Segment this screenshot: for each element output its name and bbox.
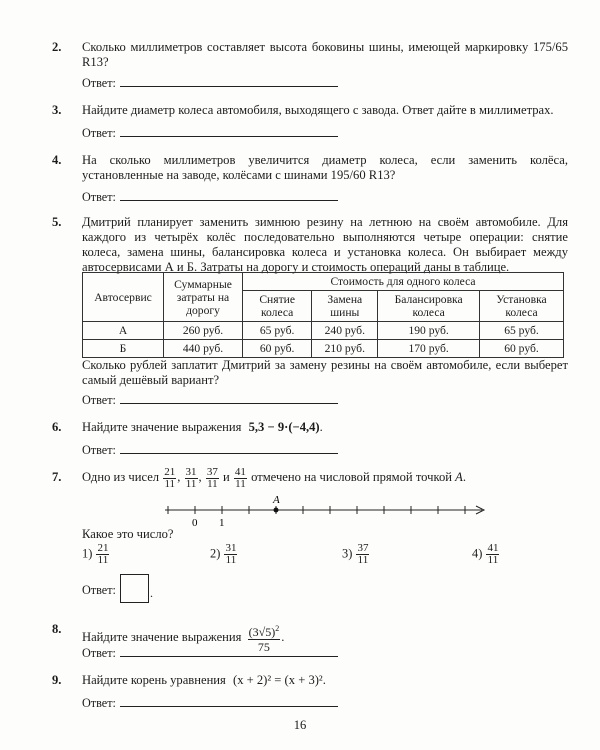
cell: 190 руб.: [378, 322, 480, 340]
expression: 5,3 − 9·(−4,4): [248, 420, 320, 434]
table-row: [83, 322, 564, 340]
question-number: 7.: [52, 470, 62, 484]
question-number: 2.: [52, 40, 62, 54]
cell: 65 руб.: [479, 322, 563, 340]
expression-fraction: $\frac{(3√5)^2}{75}$: [248, 624, 280, 654]
answer-line[interactable]: [120, 392, 338, 404]
fraction: $\frac{21}{11}$: [164, 465, 176, 490]
fraction: $\frac{37}{11}$: [206, 465, 218, 490]
question-3: [52, 103, 568, 118]
cell: 60 руб.: [479, 340, 563, 358]
option-3[interactable]: 3) $\frac{37}{11}$: [342, 542, 369, 566]
cell: 240 руб.: [312, 322, 378, 340]
question-number: 5.: [52, 215, 62, 229]
answer-label: Ответ:: [82, 76, 116, 90]
box-period: .: [150, 586, 153, 600]
answer-line[interactable]: [120, 645, 338, 657]
question-7-prompt: [52, 527, 568, 542]
question-number: 4.: [52, 153, 62, 167]
header-travel: Суммарные затраты на дорогу: [164, 273, 243, 322]
answer-line[interactable]: [120, 189, 338, 201]
question-number: 6.: [52, 420, 62, 434]
answer-label: Ответ:: [82, 126, 116, 140]
header-op: Установка колеса: [479, 291, 563, 322]
cell: 60 руб.: [243, 340, 312, 358]
axis-label-0: 0: [192, 517, 198, 529]
equation: (x + 2)² = (x + 3)²: [233, 673, 323, 687]
answer-5: [82, 392, 338, 408]
price-table: [82, 272, 564, 358]
cell: А: [83, 322, 164, 340]
question-7: 7. Одно из чисел $\frac{21}{11}$ , $\frac{31}{11}$ , $\frac{37}{11}$ и $\frac{41}{11}$ отмечено на числовой прямой точкой A.: [52, 465, 466, 490]
question-text: отмечено на числовой прямой точкой: [251, 470, 452, 484]
answer-7-label: [82, 583, 116, 598]
option-1[interactable]: 1) $\frac{21}{11}$: [82, 542, 109, 566]
answer-line[interactable]: [120, 695, 338, 707]
period: .: [319, 420, 323, 434]
question-text: На сколько миллиметров увеличится диаметр колеса, если заменить колёса, установленные на заводе, колёсами с шинами 195/60 R13?: [82, 153, 568, 182]
cell: 260 руб.: [164, 322, 243, 340]
answer-line[interactable]: [120, 125, 338, 137]
cell: 440 руб.: [164, 340, 243, 358]
cell: Б: [83, 340, 164, 358]
answer-line[interactable]: [120, 75, 338, 87]
answer-label: Ответ:: [82, 583, 116, 597]
question-4: [52, 153, 568, 183]
period: .: [322, 673, 326, 687]
header-cost: Стоимость для одного колеса: [243, 273, 564, 291]
period: .: [281, 629, 285, 644]
table-row: [83, 340, 564, 358]
option-2[interactable]: 2) $\frac{31}{11}$: [210, 542, 237, 566]
question-text: Одно из чисел: [82, 470, 160, 484]
question-number: 9.: [52, 673, 62, 687]
question-9: [52, 673, 568, 688]
answer-label: Ответ:: [82, 696, 116, 710]
question-text: Какое это число?: [82, 527, 174, 541]
answer-label: Ответ:: [82, 443, 116, 457]
header-op: Балансировка колеса: [378, 291, 480, 322]
answer-label: Ответ:: [82, 646, 116, 660]
answer-4: [82, 189, 338, 205]
answer-9: [82, 695, 338, 711]
question-number: 8.: [52, 622, 62, 636]
point-a-label: A: [273, 494, 280, 506]
answer-8: [82, 645, 338, 661]
header-op: Замена шины: [312, 291, 378, 322]
fraction: $\frac{41}{11}$: [234, 465, 246, 490]
header-op: Снятие колеса: [243, 291, 312, 322]
page-number: 16: [293, 718, 307, 732]
question-text: Найдите значение выражения: [82, 629, 242, 644]
question-text: Сколько рублей заплатит Дмитрий за замену резины на своём автомобиле, если выберет самый дешёвый вариант?: [82, 358, 568, 387]
question-text: Найдите диаметр колеса автомобиля, выходящего с завода. Ответ дайте в миллиметрах.: [82, 103, 554, 117]
point-label: A: [455, 470, 463, 484]
cell: 210 руб.: [312, 340, 378, 358]
number-line: [160, 494, 490, 530]
fraction: $\frac{31}{11}$: [185, 465, 197, 490]
question-6: [52, 420, 568, 435]
header-service: Автосервис: [83, 273, 164, 322]
answer-2: [82, 75, 338, 91]
axis-label-1: 1: [219, 517, 225, 529]
cell: 65 руб.: [243, 322, 312, 340]
option-4[interactable]: 4) $\frac{41}{11}$: [472, 542, 499, 566]
question-text: Дмитрий планирует заменить зимнюю резину на летнюю на своём автомобиле. Для каждого из четырёх колёс последовательно выполняются четыре операции: снятие колеса, замена шины, балансировка колеса и установка колеса. Он выбирает между автосервисами А и Б. Затраты на дорогу и стоимость операций даны в таблице.: [82, 215, 568, 274]
question-number: 3.: [52, 103, 62, 117]
answer-label: Ответ:: [82, 190, 116, 204]
cell: 170 руб.: [378, 340, 480, 358]
answer-line[interactable]: [120, 442, 338, 454]
answer-3: [82, 125, 338, 141]
question-text: Найдите значение выражения: [82, 420, 242, 434]
point-a: [274, 508, 279, 513]
question-text: Сколько миллиметров составляет высота боковины шины, имеющей маркировку 175/65 R13?: [82, 40, 568, 69]
answer-box[interactable]: [120, 574, 149, 603]
question-2: [52, 40, 568, 70]
question-5-followup: [52, 358, 568, 388]
question-5: [52, 215, 568, 275]
question-text: Найдите корень уравнения: [82, 673, 226, 687]
answer-6: [82, 442, 338, 458]
answer-label: Ответ:: [82, 393, 116, 407]
